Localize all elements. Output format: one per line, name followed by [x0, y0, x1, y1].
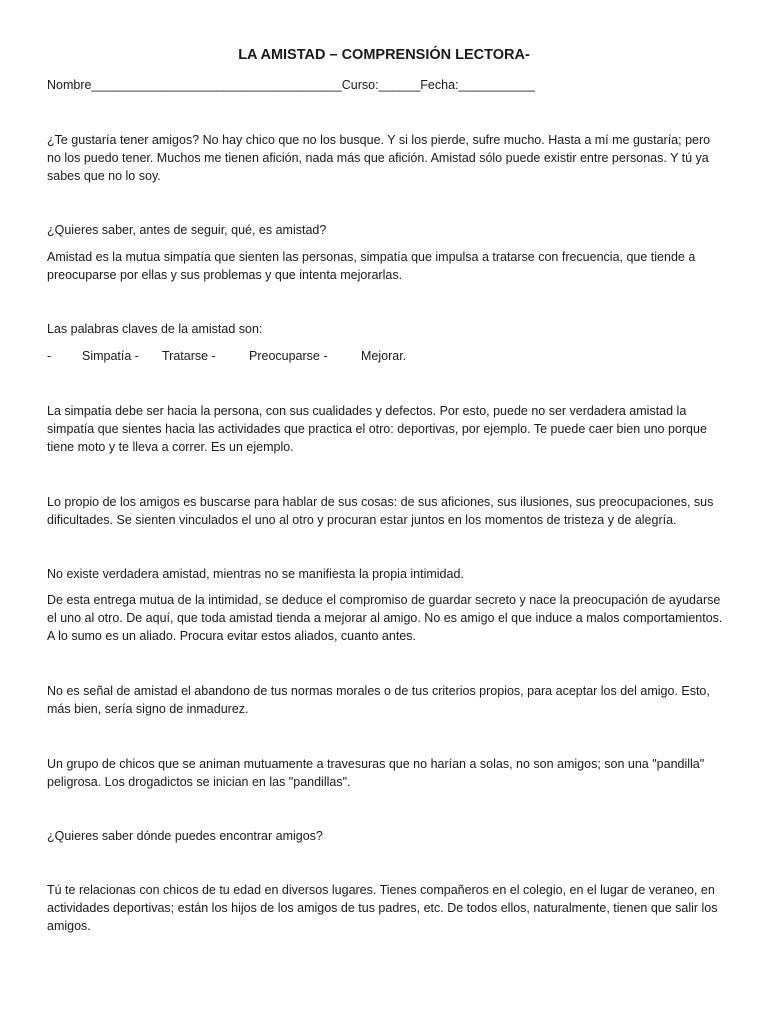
paragraph: De esta entrega mutua de la intimidad, se deduce el compromiso de guardar secreto y nace la preocupación de ayudarse el uno al otro. De aquí, que toda amistad tienda a mejorar al amigo. No es amigo el que induce a malos comportamientos. A lo sumo es un aliado. Procura evitar estos aliados, cuanto antes.	[47, 593, 723, 643]
paragraph: No existe verdadera amistad, mientras no se manifiesta la propia intimidad.	[47, 567, 464, 581]
fecha-blank: ___________	[458, 78, 535, 92]
keyword-item: Simpatía -	[82, 349, 139, 363]
page-title: LA AMISTAD – COMPRENSIÓN LECTORA-	[238, 47, 530, 63]
paragraph: ¿Quieres saber dónde puedes encontrar amigos?	[47, 829, 323, 843]
curso-blank: ______	[378, 78, 421, 92]
keyword-item: Mejorar.	[361, 349, 407, 363]
paragraph: ¿Te gustaría tener amigos? No hay chico que no los busque. Y si los pierde, sufre mucho. Hasta a mí me gustaría; pero no los puedo tener. Muchos me tienen afición, nada más que afición. Amistad sólo puede existir entre personas. Y tú ya sabes que no lo soy.	[47, 133, 711, 183]
nombre-blank: ____________________________________	[91, 78, 342, 92]
paragraph: Un grupo de chicos que se animan mutuamente a travesuras que no harían a solas, no son amigos; son una "pandilla" peligrosa. Los drogadictos se inician en las "pandillas".	[47, 757, 705, 789]
paragraph: Las palabras claves de la amistad son:	[47, 322, 263, 336]
paragraph: Amistad es la mutua simpatía que sienten las personas, simpatía que impulsa a tratarse con frecuencia, que tiende a preocuparse por ellas y sus problemas y que intenta mejorarlas.	[47, 250, 696, 282]
fecha-label: Fecha:	[420, 78, 459, 92]
curso-label: Curso:	[341, 78, 379, 92]
keyword-item: Preocuparse -	[249, 349, 328, 363]
paragraph: ¿Quieres saber, antes de seguir, qué, es amistad?	[47, 223, 327, 237]
paragraph: Lo propio de los amigos es buscarse para hablar de sus cosas: de sus aficiones, sus ilusiones, sus preocupaciones, sus dificultades. Se sienten vinculados el uno al otro y procuran estar juntos en los momentos de tristeza y de alegría.	[47, 495, 714, 527]
paragraph: No es señal de amistad el abandono de tus normas morales o de tus criterios propios, para aceptar los del amigo. Esto, más bien, sería signo de inmadurez.	[47, 684, 710, 716]
keyword-list	[47, 347, 447, 365]
paragraph: Tú te relacionas con chicos de tu edad en diversos lugares. Tienes compañeros en el colegio, en el lugar de veraneo, en actividades deportivas; están los hijos de los amigos de tus padres, etc. De todos ellos, naturalmente, tienen que salir los amigos.	[47, 883, 718, 933]
paragraph: La simpatía debe ser hacia la persona, con sus cualidades y defectos. Por esto, puede no ser verdadera amistad la simpatía que sientes hacia las actividades que practica el otro: deportivas, por ejemplo. Te puede caer bien uno porque tiene moto y te lleva a correr. Es un ejemplo.	[47, 404, 707, 454]
keyword-item: Tratarse -	[162, 349, 216, 363]
keyword-dash: -	[47, 349, 52, 363]
nombre-label: Nombre	[47, 78, 92, 92]
student-info-line	[47, 76, 535, 94]
